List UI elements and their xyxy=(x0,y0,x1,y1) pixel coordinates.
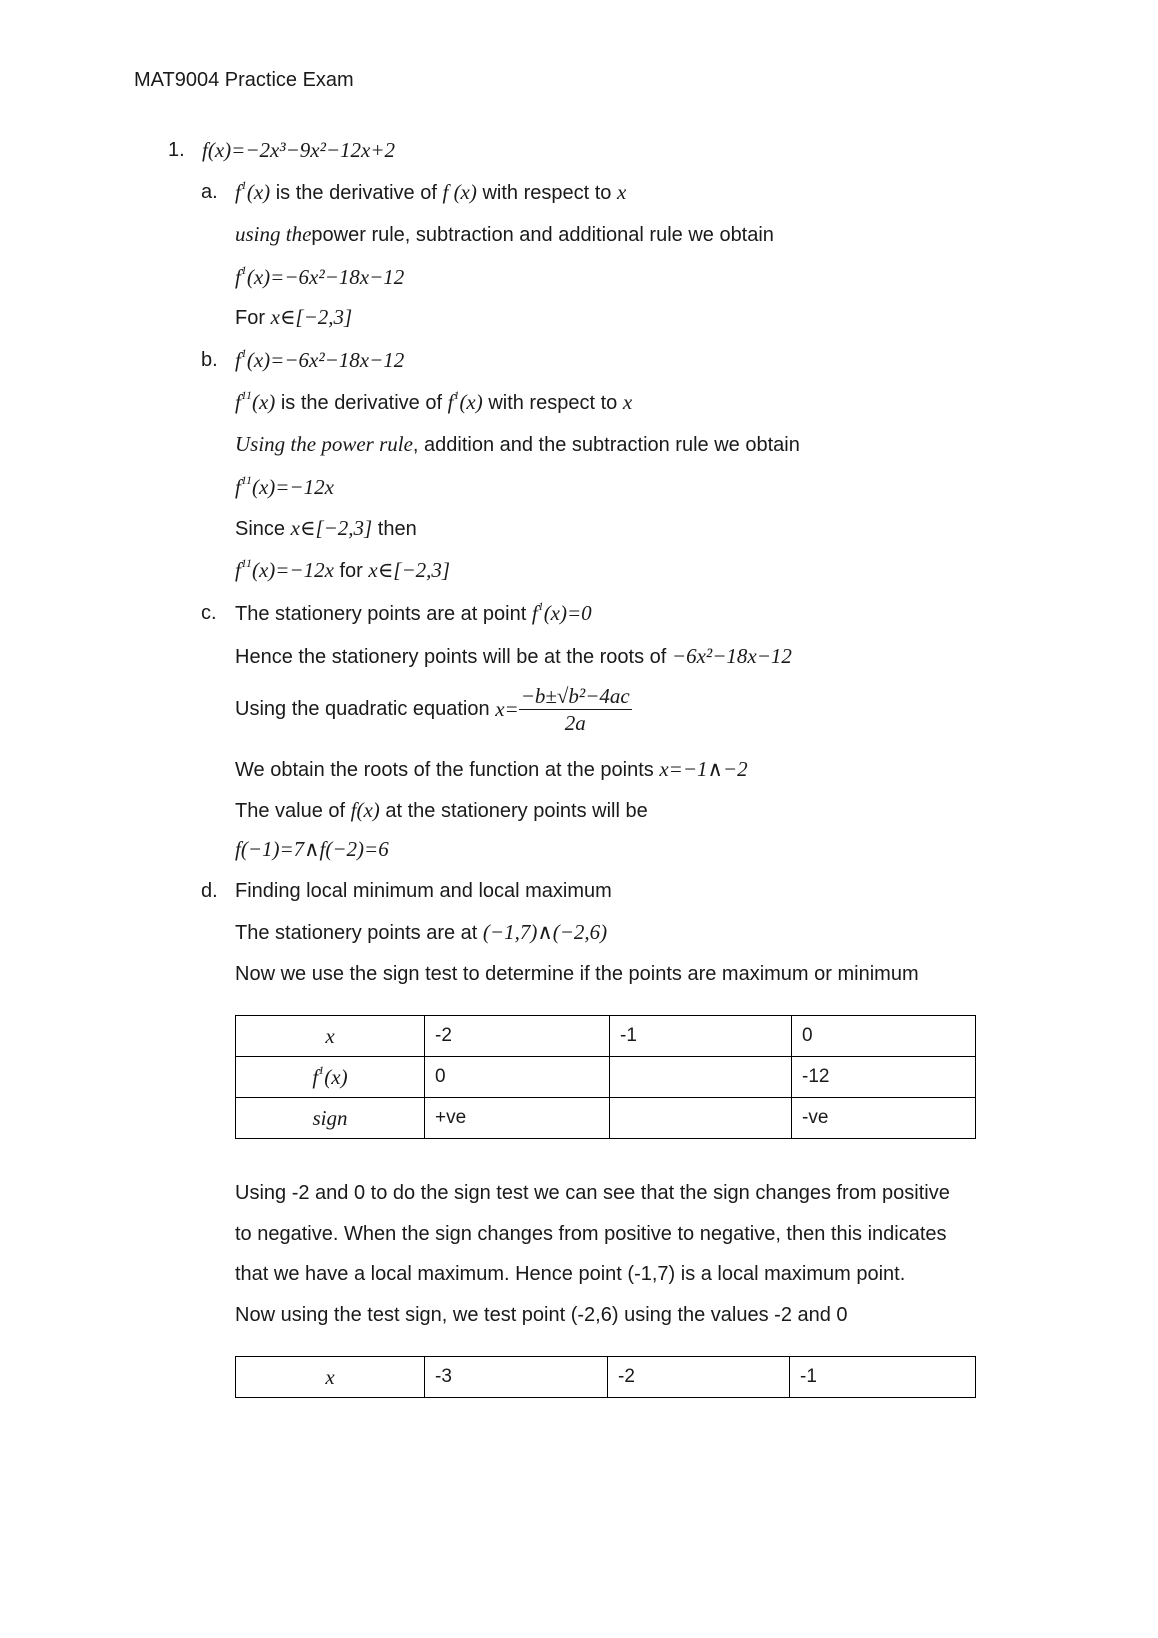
sign-table-1 xyxy=(235,1015,976,1139)
table-cell: -3 xyxy=(425,1357,608,1398)
part-c-values: f(−1)=7∧f(−2)=6 xyxy=(235,837,389,861)
part-d-line-1: Finding local minimum and local maximum xyxy=(235,880,612,902)
part-c-label: c. xyxy=(201,602,217,624)
part-a-derivative: $f^1(x)=-6x^2-18x-12$ xyxy=(235,263,405,289)
table-cell: 0 xyxy=(792,1016,976,1057)
row-header: x xyxy=(236,1016,425,1057)
part-b-second-derivative: $f^{11}(x)=-12x$ xyxy=(235,473,334,499)
table-cell: -2 xyxy=(608,1357,790,1398)
table-cell: -ve xyxy=(792,1098,976,1139)
part-a-label: a. xyxy=(201,181,218,203)
table-row xyxy=(236,1057,976,1098)
part-d-label: d. xyxy=(201,880,218,902)
table-row xyxy=(236,1016,976,1057)
part-b-line-3: Using the power rule, addition and the subtraction rule we obtain xyxy=(235,432,800,456)
table-row xyxy=(236,1098,976,1139)
paragraph-line: that we have a local maximum. Hence point (-1,7) is a local maximum point. xyxy=(235,1263,906,1285)
part-a-line-1: $f^1(x)$ is the derivative of f (x) with respect to x xyxy=(235,178,627,204)
function-definition: f(x)=−2x³−9x²−12x+2 xyxy=(202,138,396,162)
part-c-line-1: The stationery points are at point $f^1(x)=0$ xyxy=(235,599,592,625)
table-cell: -1 xyxy=(610,1016,792,1057)
table-cell: -12 xyxy=(792,1057,976,1098)
part-d-line-2: The stationery points are at (−1,7)∧(−2,6) xyxy=(235,920,608,944)
part-b-line-6: $f^{11}(x)=-12x$ for x∈[−2,3] xyxy=(235,556,451,582)
page-header: MAT9004 Practice Exam xyxy=(134,69,354,91)
quadratic-formula: Using the quadratic equation x= $\frac{\text{−b±√b²−4ac}}{2a}$ xyxy=(235,684,630,735)
part-b-line-2: $f^{11}(x)$ is the derivative of $f^1(x)$ with respect to x xyxy=(235,388,633,414)
paragraph-line: Using -2 and 0 to do the sign test we can see that the sign changes from positive xyxy=(235,1182,950,1204)
part-a-line-2: using thepower rule, subtraction and additional rule we obtain xyxy=(235,222,774,246)
paragraph-line: Now using the test sign, we test point (-2,6) using the values -2 and 0 xyxy=(235,1304,848,1326)
table-cell xyxy=(610,1057,792,1098)
row-header: sign xyxy=(236,1098,425,1139)
table-cell: -1 xyxy=(790,1357,976,1398)
part-c-line-4: We obtain the roots of the function at the points x=−1∧−2 xyxy=(235,757,748,781)
table-cell: +ve xyxy=(425,1098,610,1139)
table-cell: -2 xyxy=(425,1016,610,1057)
part-c-line-5: The value of f(x) at the stationery points will be xyxy=(235,798,648,822)
part-a-domain: For x∈[−2,3] xyxy=(235,305,353,329)
part-c-line-2: Hence the stationery points will be at the roots of −6x²−18x−12 xyxy=(235,644,792,668)
row-header: $f^1(x)$ xyxy=(236,1057,425,1098)
table-row xyxy=(236,1357,976,1398)
part-b-line-1: $f^1(x)=-6x^2-18x-12$ xyxy=(235,346,405,372)
sign-table-2 xyxy=(235,1356,976,1398)
part-d-line-3: Now we use the sign test to determine if the points are maximum or minimum xyxy=(235,963,919,985)
paragraph-line: to negative. When the sign changes from positive to negative, then this indicates xyxy=(235,1223,947,1245)
part-b-line-5: Since x∈[−2,3] then xyxy=(235,516,417,540)
part-b-label: b. xyxy=(201,349,218,371)
question-number: 1. xyxy=(168,139,185,161)
row-header: x xyxy=(236,1357,425,1398)
table-cell: 0 xyxy=(425,1057,610,1098)
table-cell xyxy=(610,1098,792,1139)
